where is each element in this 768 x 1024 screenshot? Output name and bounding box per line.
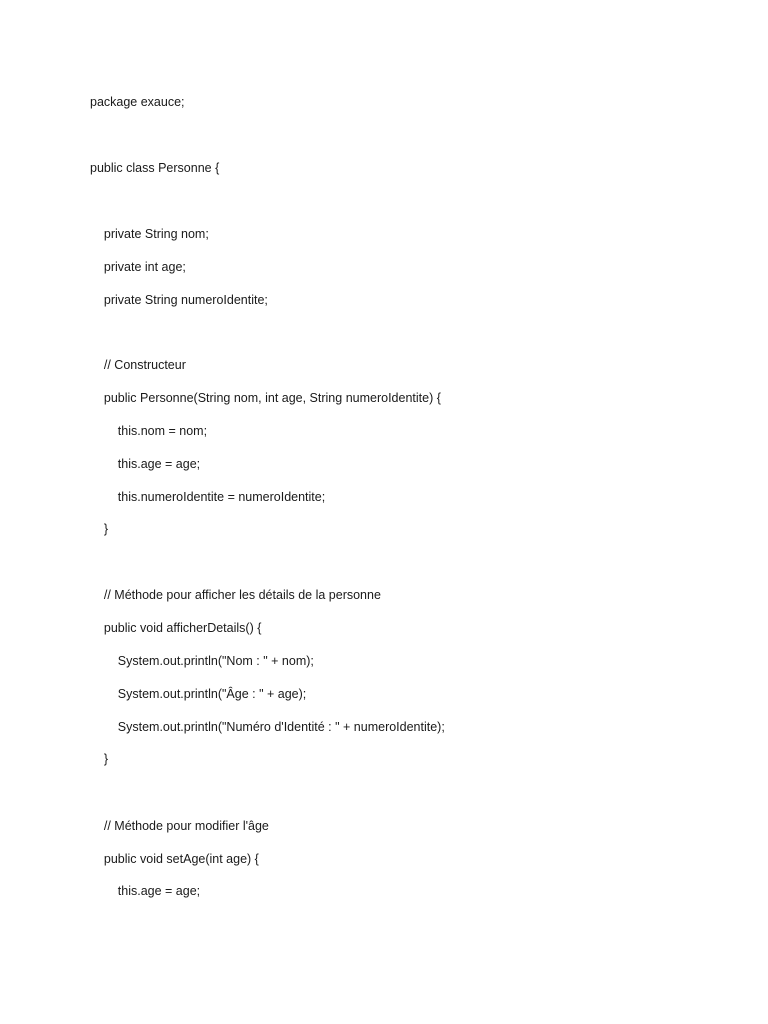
code-line-afficher-signature: public void afficherDetails() { [90, 621, 262, 635]
code-line-comment-constructor: // Constructeur [90, 358, 186, 372]
code-line-field-age: private int age; [90, 260, 186, 274]
code-line-field-numero: private String numeroIdentite; [90, 293, 268, 307]
code-line-print-nom: System.out.println("Nom : " + nom); [90, 654, 314, 668]
code-line-comment-afficher: // Méthode pour afficher les détails de la personne [90, 588, 381, 602]
code-line-close-constructor: } [90, 522, 109, 536]
code-line-print-age: System.out.println("Âge : " + age); [90, 687, 307, 701]
code-line-package: package exauce; [90, 95, 185, 109]
code-line-assign-nom: this.nom = nom; [90, 424, 208, 438]
code-line-comment-setage: // Méthode pour modifier l'âge [90, 819, 269, 833]
code-line-close-afficher: } [90, 752, 109, 766]
code-line-assign-age: this.age = age; [90, 457, 201, 471]
code-line-assign-numero: this.numeroIdentite = numeroIdentite; [90, 490, 326, 504]
code-line-field-nom: private String nom; [90, 227, 209, 241]
code-line-setage-assign: this.age = age; [90, 884, 201, 898]
code-line-setage-signature: public void setAge(int age) { [90, 852, 259, 866]
code-line-constructor-signature: public Personne(String nom, int age, String numeroIdentite) { [90, 391, 441, 405]
code-line-class-declaration: public class Personne { [90, 161, 220, 175]
code-line-print-numero: System.out.println("Numéro d'Identité : " + numeroIdentite); [90, 720, 445, 734]
